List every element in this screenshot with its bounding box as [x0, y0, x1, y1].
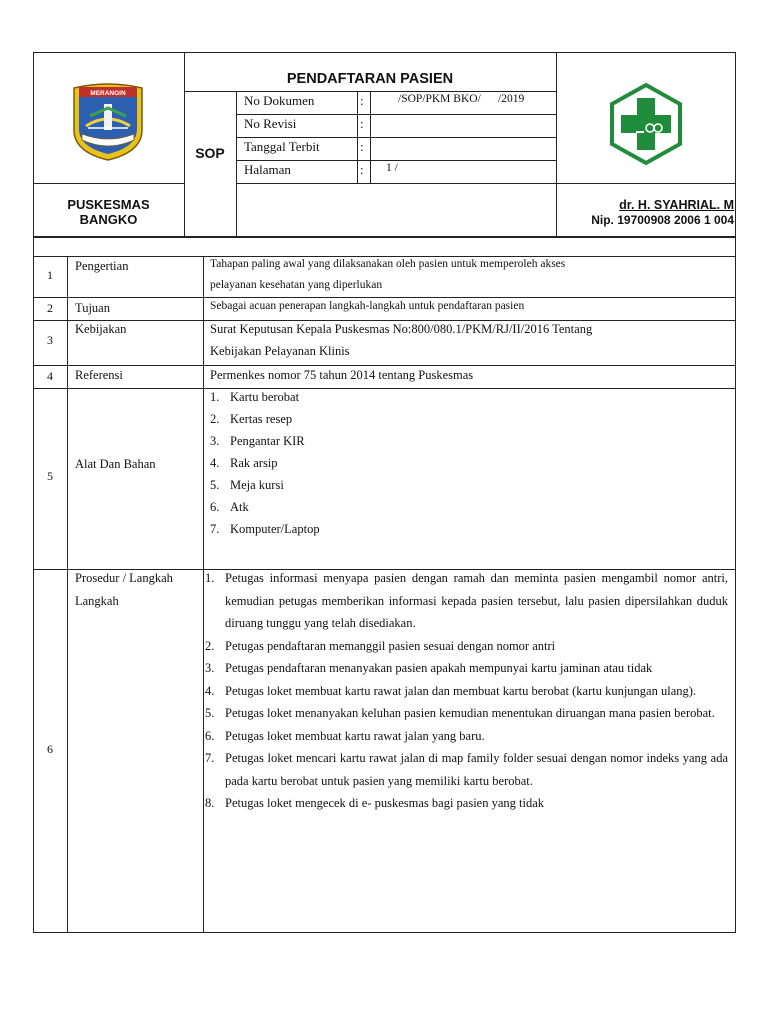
list-item: 2. Kertas resep	[210, 412, 293, 426]
list-item: 4. Rak arsip	[210, 456, 278, 470]
signatory-nip: Nip. 19700908 2006 1 004	[591, 213, 734, 227]
doc-field-colon: :	[360, 116, 364, 131]
divider	[236, 137, 556, 138]
list-item: 5. Meja kursi	[210, 478, 284, 492]
list-item: 4. Petugas loket membuat kartu rawat jalan dan membuat kartu berobat (kartu kunjungan ulang).	[205, 683, 697, 698]
row-number: 1	[47, 268, 53, 282]
health-cross-logo	[608, 82, 684, 166]
divider	[236, 114, 556, 115]
doc-field-value: /SOP/PKM BKO/ /2019	[398, 93, 525, 105]
divider	[236, 183, 736, 184]
list-item: 1. Petugas informasi menyapa pasien dengan ramah dan meminta pasien mengambil nomor antri, kemudian petugas memberikan informasi kepada pasien tersebut, lalu pasien dipersilahkan duduk diruang tunggu yang telah disediakan.	[205, 571, 728, 630]
row-number: 6	[47, 742, 53, 756]
regency-emblem-logo	[68, 82, 148, 162]
doc-field-colon: :	[360, 139, 364, 154]
doc-field-label: Tanggal Terbit	[244, 139, 320, 154]
divider	[556, 52, 557, 237]
procedure-steps	[205, 567, 728, 815]
doc-field-value: 1 /	[386, 162, 398, 174]
list-item: 1. Kartu berobat	[210, 390, 300, 404]
divider	[203, 256, 204, 933]
list-item: 8. Petugas loket mengecek di e- puskesmas bagi pasien yang tidak	[205, 796, 545, 810]
row-content: Sebagai acuan penerapan langkah-langkah untuk pendaftaran pasien	[210, 300, 525, 312]
doc-field-colon: :	[360, 93, 364, 108]
list-item: 7. Petugas loket mencari kartu rawat jalan di map family folder sesuai dengan nomor indeks yang ada pada kartu berobat untuk pasien yang memiliki kartu berobat.	[205, 751, 728, 788]
divider	[33, 183, 184, 184]
tools-list	[210, 386, 730, 540]
row-number: 3	[47, 333, 53, 347]
divider	[67, 256, 68, 933]
sop-label: SOP	[195, 145, 225, 161]
row-content: Tahapan paling awal yang dilaksanakan oleh pasien untuk memperoleh akses pelayanan kesehatan yang diperlukan	[210, 258, 566, 291]
doc-field-label: No Dokumen	[244, 93, 315, 108]
row-number: 4	[47, 369, 53, 383]
doc-field-colon: :	[360, 162, 364, 177]
row-label: Kebijakan	[75, 322, 127, 336]
row-label: Pengertian	[75, 259, 129, 273]
row-number: 2	[47, 301, 53, 315]
page-title: PENDAFTARAN PASIEN	[286, 71, 454, 87]
list-item: 6. Petugas loket membuat kartu rawat jalan yang baru.	[205, 728, 485, 743]
row-label: Tujuan	[75, 301, 110, 315]
list-item: 3. Pengantar KIR	[210, 434, 305, 448]
list-item: 6. Atk	[210, 500, 249, 514]
row-content: Surat Keputusan Kepala Puskesmas No:800/080.1/PKM/RJ/II/2016 Tentang Kebijakan Pelayanan Klinis	[210, 322, 593, 358]
doc-field-label: Halaman	[244, 162, 291, 177]
row-label: Referensi	[75, 368, 123, 382]
list-item: 2. Petugas pendaftaran memanggil pasien sesuai dengan nomor antri	[205, 638, 556, 653]
list-item: 7. Komputer/Laptop	[210, 522, 320, 536]
list-item: 3. Petugas pendaftaran menanyakan pasien apakah mempunyai kartu jaminan atau tidak	[205, 661, 653, 675]
divider	[236, 91, 237, 237]
svg-text:MERANGIN: MERANGIN	[90, 90, 126, 97]
list-item: 5. Petugas loket menanyakan keluhan pasien kemudian menentukan diruangan mana pasien berobat.	[205, 706, 715, 720]
row-content: Permenkes nomor 75 tahun 2014 tentang Puskesmas	[210, 368, 474, 382]
row-label: Prosedur / Langkah Langkah	[75, 571, 173, 608]
signatory-name: dr. H. SYAHRIAL. M	[619, 198, 734, 212]
institution-name: PUSKESMAS BANGKO	[67, 197, 150, 227]
row-number: 5	[47, 469, 53, 483]
doc-field-label: No Revisi	[244, 116, 297, 131]
row-label: Alat Dan Bahan	[75, 457, 156, 471]
